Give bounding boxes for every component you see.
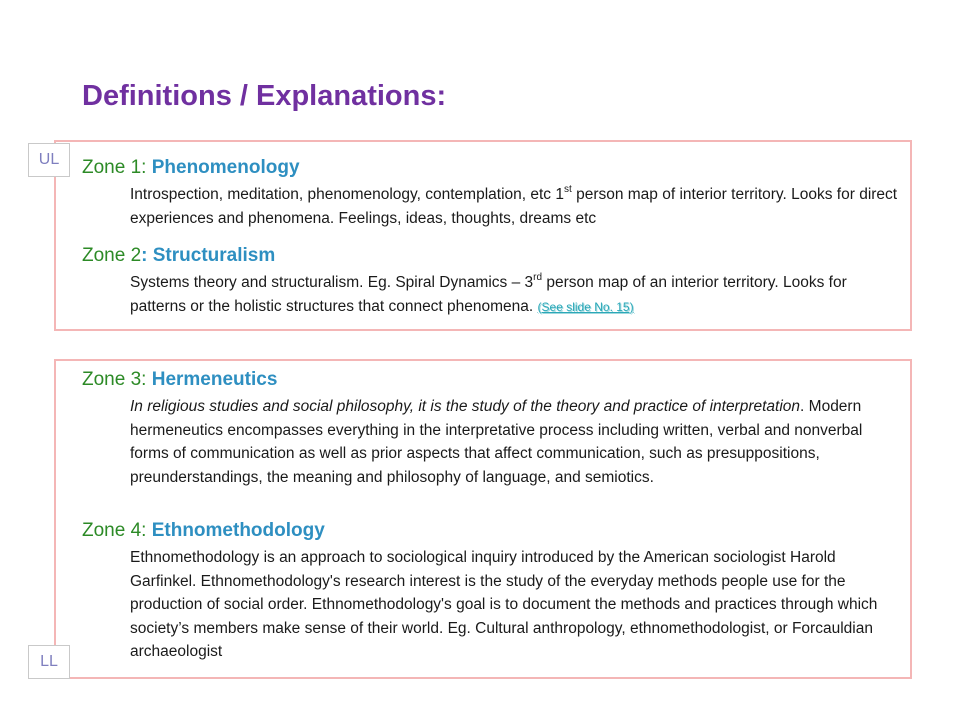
zone1-sup: st bbox=[563, 183, 572, 195]
zone1-heading bbox=[82, 157, 300, 179]
zone1-prefix: Zone 1: bbox=[82, 157, 152, 178]
see-slide-link[interactable]: (See slide No. 15) bbox=[537, 299, 634, 314]
zone2-description bbox=[130, 271, 900, 319]
zone2-prefix: Zone 2 bbox=[82, 245, 142, 266]
zone2-sup: rd bbox=[533, 271, 543, 283]
zone3-name: Hermeneutics bbox=[151, 369, 278, 390]
zone3-text: . Modern hermeneutics encompasses everything in the interpretative process including written, verbal and nonverbal forms of communication as well as prior aspects that affect communication, such as presuppositions, preunderstandings, the meaning and philosophy of language, and semiotics. bbox=[130, 398, 863, 486]
zone3-description bbox=[130, 395, 900, 489]
zone2-text-b: person map of an interior territory. Looks for patterns or the holistic structures that connect phenomena. bbox=[130, 274, 847, 315]
zone1-text-a: Introspection, meditation, phenomenology, contemplation, etc 1 bbox=[130, 186, 564, 203]
zone4-name: Ethnomethodology bbox=[151, 520, 325, 541]
zone2-heading bbox=[82, 245, 275, 267]
zone2-name: : Structuralism bbox=[141, 245, 276, 266]
zone4-description bbox=[130, 546, 900, 664]
ll-tag: LL bbox=[28, 645, 70, 679]
zone1-text-b: person map of interior territory. Looks for direct experiences and phenomena. Feelings, ideas, thoughts, dreams etc bbox=[130, 186, 898, 227]
ul-tag: UL bbox=[28, 143, 70, 177]
zone4-prefix: Zone 4: bbox=[82, 520, 152, 541]
zone1-name: Phenomenology bbox=[151, 157, 300, 178]
zone3-prefix: Zone 3: bbox=[82, 369, 152, 390]
slide-title: Definitions / Explanations: bbox=[82, 80, 447, 112]
zone3-heading bbox=[82, 369, 277, 391]
zone3-italic: In religious studies and social philosophy, it is the study of the theory and practice of interpretation bbox=[130, 398, 801, 415]
zone2-text-a: Systems theory and structuralism. Eg. Spiral Dynamics – 3 bbox=[130, 274, 534, 291]
zone4-text: Ethnomethodology is an approach to sociological inquiry introduced by the American sociologist Harold Garfinkel. Ethnomethodology's research interest is the study of the everyday methods people use for the production of social order. Ethnomethodology's goal is to document the methods and practices through which society’s members make sense of their world. Eg. Cultural anthropology, ethnomethodologist, or Forcauldian archaeologist bbox=[130, 549, 878, 660]
zone1-description bbox=[130, 183, 900, 230]
zone4-heading bbox=[82, 520, 325, 542]
